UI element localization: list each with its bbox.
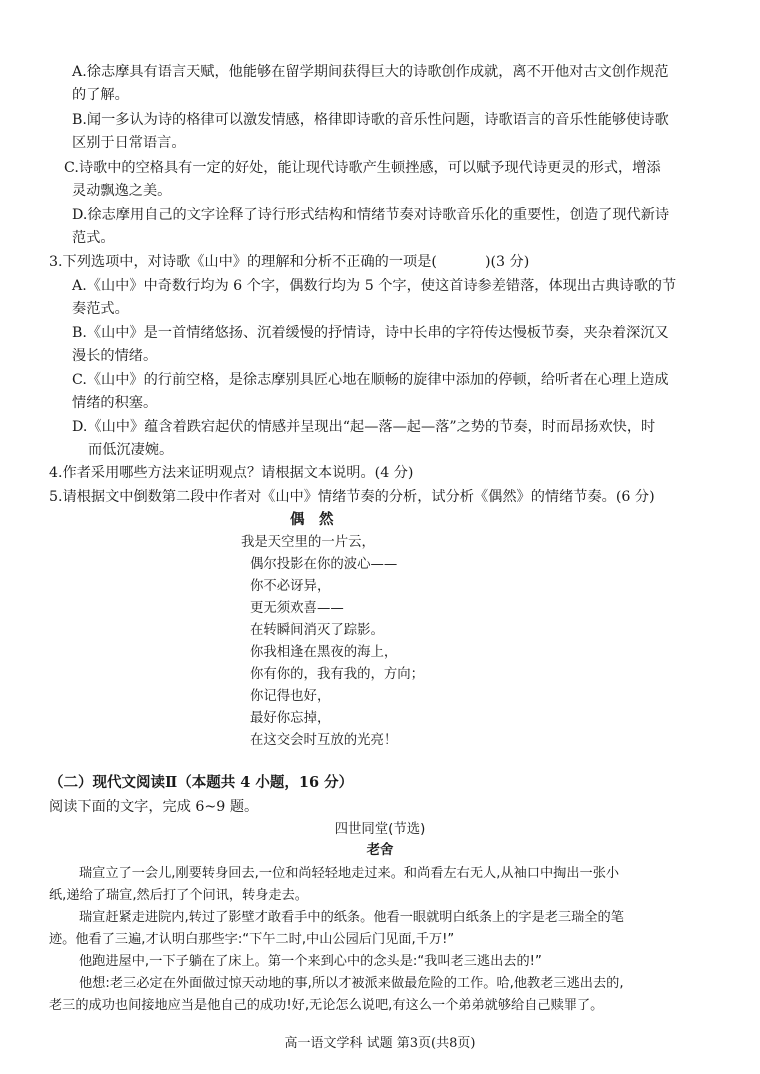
option-2c-line2: 灵动飘逸之美。: [72, 183, 172, 199]
option-3a-line2: 奏范式。: [72, 301, 129, 317]
poem-line: 偶尔投影在你的波心——: [250, 557, 398, 572]
page-footer: 高一语文学科 试题 第3页(共8页): [284, 1036, 476, 1051]
option-3b-line1: B.《山中》是一首情绪悠扬、沉着缓慢的抒情诗，诗中长串的字符传达慢板节奏，夹杂着深沉又: [72, 325, 669, 341]
option-3c-line2: 情绪的积塞。: [72, 395, 158, 411]
option-3d-line1: D.《山中》蕴含着跌宕起伏的情感并呈现出“起—落—起—落”之势的节奏，时而昂扬欢快，时: [72, 419, 656, 435]
option-3c-line1: C.《山中》的行前空格，是徐志摩别具匠心地在顺畅的旋律中添加的停顿，给听者在心理上造成: [72, 372, 669, 388]
option-2b-line1: B.闻一多认为诗的格律可以激发情感，格律即诗歌的音乐性问题，诗歌语言的音乐性能够使诗歌: [72, 112, 669, 128]
story-title: 四世同堂(节选): [334, 822, 426, 837]
option-2a-line2: 的了解。: [72, 87, 129, 103]
poem-line: 你记得也好，: [250, 689, 331, 704]
poem-line: 你不必讶异，: [250, 579, 331, 594]
option-2a-line1: A.徐志摩具有语言天赋，他能够在留学期间获得巨大的诗歌创作成就，离不开他对古文创作规范: [72, 64, 669, 80]
poem-line: 你我相逢在黑夜的海上，: [250, 645, 398, 660]
story-paragraph-1-line2: 纸,递给了瑞宣,然后打了个问讯，转身走去。: [49, 888, 308, 903]
question-5: 5.请根据文中倒数第二段中作者对《山中》情绪节奏的分析，试分析《偶然》的情绪节奏。(6 分): [49, 489, 655, 505]
story-paragraph-1-line1: 瑞宣立了一会儿,刚要转身回去,一位和尚轻轻地走过来。和尚看左右无人,从袖口中掏出一张小: [79, 866, 620, 881]
story-paragraph-2-line1: 瑞宣赶紧走进院内,转过了影壁才敢看手中的纸条。他看一眼就明白纸条上的字是老三瑞全的笔: [79, 910, 624, 925]
poem-line: 最好你忘掉，: [250, 711, 331, 726]
story-paragraph-3: 他跑进屋中,一下子躺在了床上。第一个来到心中的念头是:“我叫老三逃出去的!”: [79, 954, 542, 969]
poem-line: 你有你的，我有我的，方向；: [250, 667, 425, 682]
question-3-score: )(3 分): [484, 254, 530, 270]
poem-line: 在转瞬间消灭了踪影。: [250, 623, 384, 638]
option-2c-line1: C.诗歌中的空格具有一定的好处，能让现代诗歌产生顿挫感，可以赋予现代诗更灵的形式，增添: [64, 160, 661, 176]
story-paragraph-4-line2: 老三的成功也间接地应当是他自己的成功!好,无论怎么说吧,有这么一个弟弟就够给自己赎罪了。: [49, 998, 604, 1013]
question-3-stem: [49, 252, 529, 272]
story-paragraph-2-line2: 迹。他看了三遍,才认明白那些字:“下午二时,中山公园后门见面,千万!”: [49, 932, 455, 947]
poem-title: 偶 然: [290, 511, 334, 528]
option-3b-line2: 漫长的情绪。: [72, 348, 158, 364]
section-instruction: 阅读下面的文字，完成 6~9 题。: [49, 799, 259, 815]
question-4: 4.作者采用哪些方法来证明观点？请根据文本说明。(4 分): [49, 465, 414, 481]
option-3a-line1: A.《山中》中奇数行均为 6 个字，偶数行均为 5 个字，使这首诗参差错落，体现出古典诗歌的节: [72, 278, 677, 294]
question-3-stem-text: 3.下列选项中，对诗歌《山中》的理解和分析不正确的一项是(: [49, 254, 437, 270]
option-2d-line1: D.徐志摩用自己的文字诠释了诗行形式结构和情绪节奏对诗歌音乐化的重要性，创造了现代新诗: [72, 207, 670, 223]
poem-line: 更无须欢喜——: [250, 601, 344, 616]
section-heading: （二）现代文阅读Ⅱ（本题共 4 小题，16 分）: [49, 774, 354, 791]
option-2d-line2: 范式。: [72, 230, 115, 246]
poem-line: 在这交会时互放的光亮！: [250, 733, 398, 748]
story-author: 老舍: [366, 843, 394, 858]
poem-line: 我是天空里的一片云，: [241, 535, 375, 550]
option-3d-line2: 而低沉凄婉。: [88, 442, 174, 458]
story-paragraph-4-line1: 他想:老三必定在外面做过惊天动地的事,所以才被派来做最危险的工作。哈,他教老三逃出去的,: [79, 976, 624, 991]
option-2b-line2: 区别于日常语言。: [72, 135, 186, 151]
